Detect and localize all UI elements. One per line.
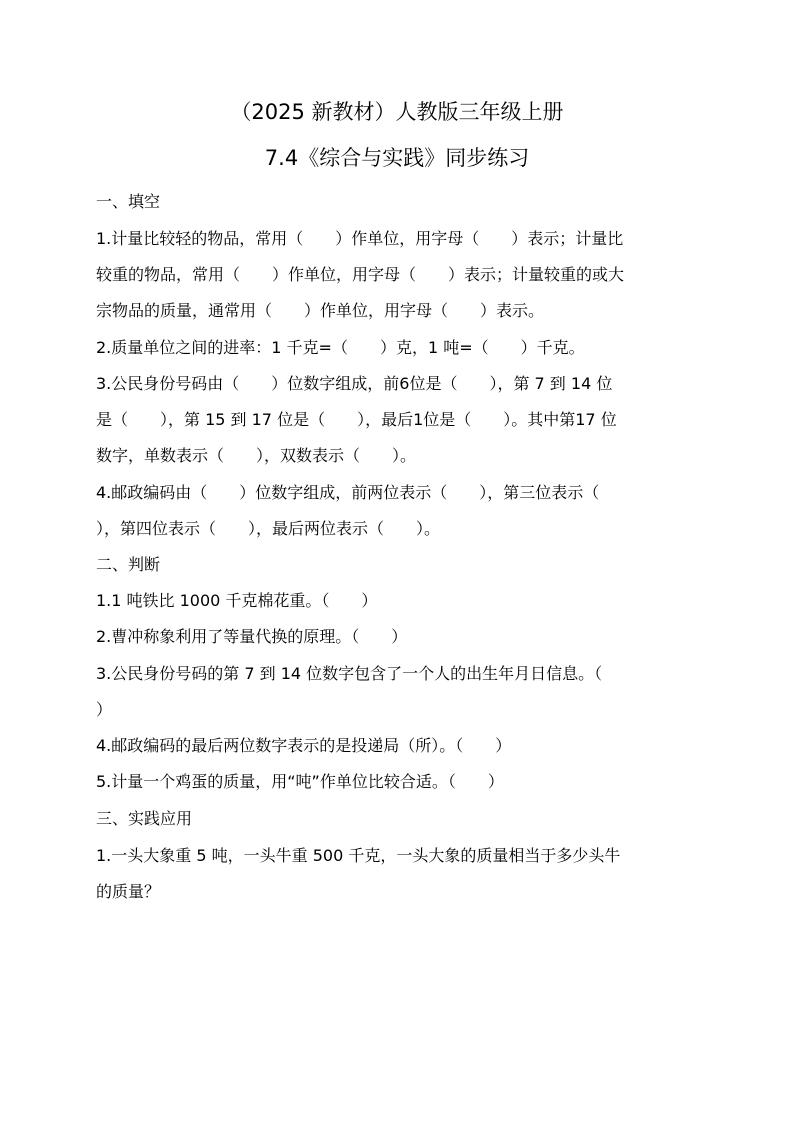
section-heading-judge: 二、判断 bbox=[96, 555, 161, 574]
fill-blank-question-1-line-3: 宗物品的质量，通常用（ ）作单位，用字母（ ）表示。 bbox=[96, 301, 545, 320]
fill-blank-question-1-line-1: 1.计量比较轻的物品，常用（ ）作单位，用字母（ ）表示；计量比 bbox=[96, 229, 624, 248]
fill-blank-question-3-line-2: 是（ ），第 15 到 17 位是（ ），最后1位是（ ）。其中第17 位 bbox=[96, 410, 617, 429]
document-title: （2025 新教材）人教版三年级上册 bbox=[230, 100, 564, 124]
judge-question-4: 4.邮政编码的最后两位数字表示的是投递局（所）。（ ） bbox=[96, 736, 512, 755]
section-heading-practice: 三、实践应用 bbox=[96, 809, 193, 828]
practice-question-1-line-2: 的质量？ bbox=[96, 882, 161, 901]
fill-blank-question-2: 2.质量单位之间的进率：1 千克=（ ）克，1 吨=（ ）千克。 bbox=[96, 338, 585, 357]
document-subtitle: 7.4《综合与实践》同步练习 bbox=[264, 146, 530, 170]
fill-blank-question-1-line-2: 较重的物品，常用（ ）作单位，用字母（ ）表示；计量较重的或大 bbox=[96, 265, 625, 284]
fill-blank-question-4-line-1: 4.邮政编码由（ ）位数字组成，前两位表示（ ），第三位表示（ bbox=[96, 483, 600, 502]
practice-question-1-line-1: 1.一头大象重 5 吨，一头牛重 500 千克，一头大象的质量相当于多少头牛 bbox=[96, 846, 621, 865]
judge-question-1: 1.1 吨铁比 1000 千克棉花重。（ ） bbox=[96, 591, 378, 610]
fill-blank-question-4-line-2: ），第四位表示（ ），最后两位表示（ ）。 bbox=[96, 519, 441, 538]
section-heading-fill-blank: 一、填空 bbox=[96, 192, 161, 211]
judge-question-3-line-1: 3.公民身份号码的第 7 到 14 位数字包含了一个人的出生年月日信息。（ bbox=[96, 664, 603, 683]
judge-question-2: 2.曹冲称象利用了等量代换的原理。（ ） bbox=[96, 627, 408, 646]
judge-question-3-line-2: ） bbox=[96, 700, 113, 719]
judge-question-5: 5.计量一个鸡蛋的质量，用“吨”作单位比较合适。（ ） bbox=[96, 772, 504, 791]
fill-blank-question-3-line-3: 数字，单数表示（ ），双数表示（ ）。 bbox=[96, 446, 417, 465]
fill-blank-question-3-line-1: 3.公民身份号码由（ ）位数字组成，前6位是（ ），第 7 到 14 位 bbox=[96, 374, 613, 393]
